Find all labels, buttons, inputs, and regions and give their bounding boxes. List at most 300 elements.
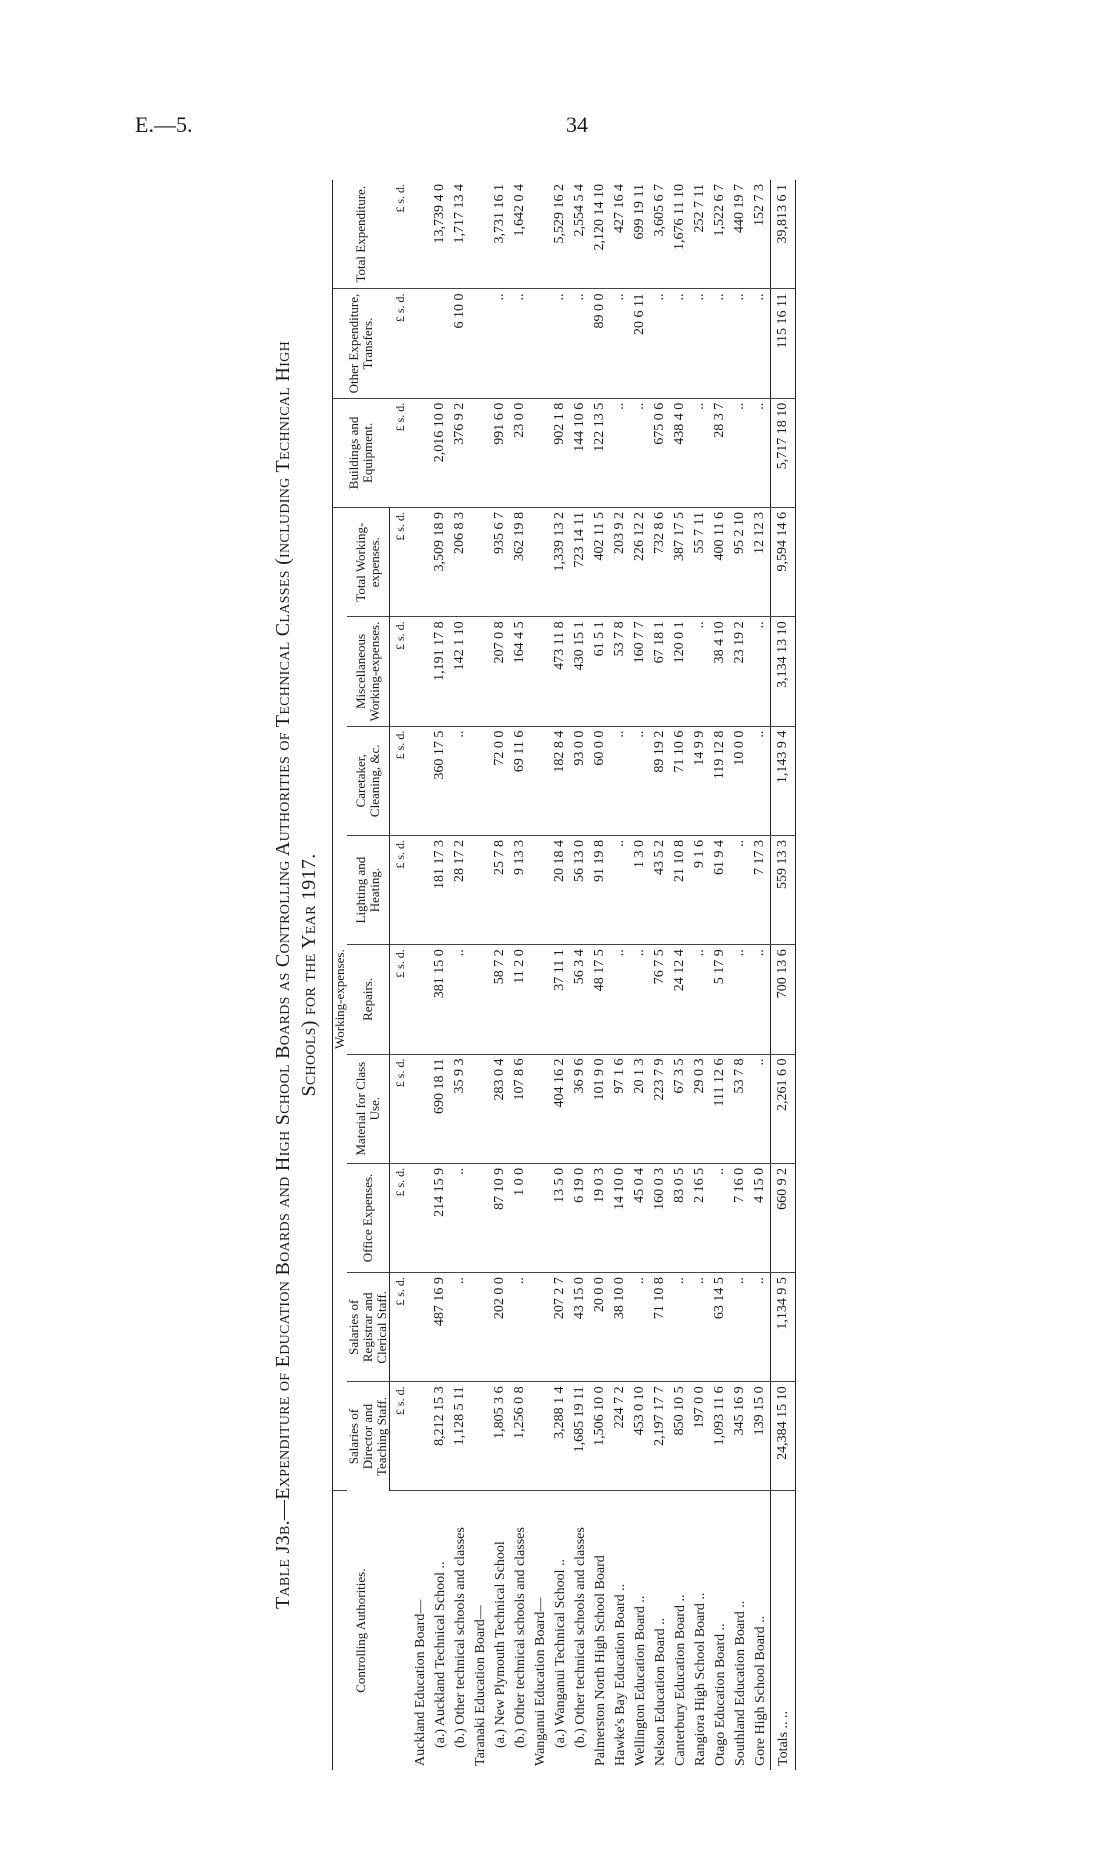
table-cell: .. bbox=[710, 289, 730, 398]
table-cell: 13,739 4 0 bbox=[430, 180, 450, 289]
table-cell: 453 0 10 bbox=[630, 1382, 650, 1491]
table-cell: .. bbox=[650, 289, 670, 398]
table-cell: .. bbox=[510, 289, 530, 398]
table-cell: .. bbox=[670, 289, 690, 398]
table-cell: 87 10 9 bbox=[490, 1163, 510, 1272]
table-cell: 1,522 6 7 bbox=[710, 180, 730, 289]
table-cell bbox=[530, 398, 550, 507]
unit-label: £ s. d. bbox=[390, 1054, 411, 1163]
table-cell: .. bbox=[630, 398, 650, 507]
table-cell bbox=[470, 398, 490, 507]
table-cell: 36 9 6 bbox=[570, 1054, 590, 1163]
table-title-line1: Table J3b.—Expenditure of Education Boards and High School Boards as Controlling Authorities of Technical Classes (including Technical High bbox=[272, 341, 294, 1609]
table-cell: 24 12 4 bbox=[670, 945, 690, 1054]
rotated-table-block bbox=[270, 180, 870, 1770]
col-header-caretaker: Caretaker, Cleaning, &c. bbox=[347, 726, 390, 835]
row-authority-name: (a.) Wanganui Technical School .. bbox=[552, 1558, 568, 1748]
unit-label: £ s. d. bbox=[390, 726, 411, 835]
table-cell: 89 19 2 bbox=[650, 726, 670, 835]
totals-cell: 700 13 6 bbox=[771, 945, 796, 1054]
table-cell: 53 7 8 bbox=[730, 1054, 750, 1163]
table-cell: .. bbox=[490, 289, 510, 398]
table-cell bbox=[410, 180, 430, 289]
table-cell: .. bbox=[730, 835, 750, 944]
table-row bbox=[450, 180, 470, 1770]
table-cell: 2,016 10 0 bbox=[430, 398, 450, 507]
table-cell: .. bbox=[710, 1163, 730, 1272]
table-cell: 107 8 6 bbox=[510, 1054, 530, 1163]
table-cell: 19 0 3 bbox=[590, 1163, 610, 1272]
table-row bbox=[650, 180, 670, 1770]
table-cell: 23 19 2 bbox=[730, 617, 750, 726]
unit-label: £ s. d. bbox=[390, 617, 411, 726]
table-cell bbox=[530, 945, 550, 1054]
table-cell: 991 6 0 bbox=[490, 398, 510, 507]
row-authority-name: Otago Education Board .. bbox=[712, 1623, 728, 1766]
row-authority-name: Auckland Education Board— bbox=[412, 1599, 428, 1766]
table-cell: 139 15 0 bbox=[750, 1382, 771, 1491]
table-body bbox=[390, 180, 771, 1770]
table-row bbox=[550, 180, 570, 1770]
table-cell: .. bbox=[610, 835, 630, 944]
table-cell: 83 0 5 bbox=[670, 1163, 690, 1272]
table-cell: 10 0 0 bbox=[730, 726, 750, 835]
expenditure-table bbox=[332, 180, 796, 1770]
table-row bbox=[750, 180, 771, 1770]
row-authority-name: Canterbury Education Board .. bbox=[672, 1594, 688, 1766]
table-cell: 206 8 3 bbox=[450, 508, 470, 617]
table-cell: 400 11 6 bbox=[710, 508, 730, 617]
table-cell: 91 19 8 bbox=[590, 835, 610, 944]
table-cell: 97 1 6 bbox=[610, 1054, 630, 1163]
table-cell: 935 6 7 bbox=[490, 508, 510, 617]
row-authority-name: Hawke's Bay Education Board .. bbox=[612, 1583, 628, 1766]
table-cell: 283 0 4 bbox=[490, 1054, 510, 1163]
table-row bbox=[670, 180, 690, 1770]
table-cell: 7 17 3 bbox=[750, 835, 771, 944]
table-cell: 122 13 5 bbox=[590, 398, 610, 507]
table-cell: 1,717 13 4 bbox=[450, 180, 470, 289]
table-cell: 1,685 19 11 bbox=[570, 1382, 590, 1491]
row-authority-name: (a.) New Plymouth Technical School bbox=[492, 1541, 508, 1748]
table-cell: 95 2 10 bbox=[730, 508, 750, 617]
table-cell: 13 5 0 bbox=[550, 1163, 570, 1272]
table-cell: 487 16 9 bbox=[430, 1273, 450, 1382]
col-header-salaries-director: Salaries of Director and Teaching Staff. bbox=[347, 1382, 390, 1491]
table-cell: .. bbox=[550, 289, 570, 398]
table-cell: 76 7 5 bbox=[650, 945, 670, 1054]
totals-row bbox=[771, 180, 796, 1770]
table-cell: 28 17 2 bbox=[450, 835, 470, 944]
table-cell: 207 2 7 bbox=[550, 1273, 570, 1382]
table-cell bbox=[530, 508, 550, 617]
table-cell: 9 1 6 bbox=[690, 835, 710, 944]
table-cell bbox=[470, 289, 490, 398]
units-row bbox=[390, 180, 411, 1770]
table-cell bbox=[530, 289, 550, 398]
table-cell: 181 17 3 bbox=[430, 835, 450, 944]
table-cell: 690 18 11 bbox=[430, 1054, 450, 1163]
col-header-other: Other Expenditure, Transfers. bbox=[333, 289, 390, 398]
page-section: E.—5. bbox=[135, 112, 193, 137]
unit-label: £ s. d. bbox=[390, 945, 411, 1054]
totals-cell: 5,717 18 10 bbox=[771, 398, 796, 507]
table-cell bbox=[470, 180, 490, 289]
table-cell: 1,506 10 0 bbox=[590, 1382, 610, 1491]
table-cell: 345 16 9 bbox=[730, 1382, 750, 1491]
table-cell bbox=[410, 617, 430, 726]
col-header-buildings: Buildings and Equipment. bbox=[333, 398, 390, 507]
table-cell bbox=[410, 945, 430, 1054]
col-header-total: Total Expenditure. bbox=[333, 180, 390, 289]
table-cell: 29 0 3 bbox=[690, 1054, 710, 1163]
table-cell: 387 17 5 bbox=[670, 508, 690, 617]
table-cell: .. bbox=[750, 617, 771, 726]
table-cell: 3,605 6 7 bbox=[650, 180, 670, 289]
table-cell: 37 11 1 bbox=[550, 945, 570, 1054]
table-cell bbox=[470, 835, 490, 944]
table-cell: 3,288 1 4 bbox=[550, 1382, 570, 1491]
row-authority-name: Southland Education Board .. bbox=[732, 1600, 748, 1766]
table-cell: 67 3 5 bbox=[670, 1054, 690, 1163]
table-cell: 381 15 0 bbox=[430, 945, 450, 1054]
table-cell: 101 9 0 bbox=[590, 1054, 610, 1163]
table-cell: 12 12 3 bbox=[750, 508, 771, 617]
table-cell: 56 13 0 bbox=[570, 835, 590, 944]
table-cell: 203 9 2 bbox=[610, 508, 630, 617]
table-cell: 202 0 0 bbox=[490, 1273, 510, 1382]
table-cell: 23 0 0 bbox=[510, 398, 530, 507]
table-cell: 197 0 0 bbox=[690, 1382, 710, 1491]
table-cell: 56 3 4 bbox=[570, 945, 590, 1054]
table-cell: 48 17 5 bbox=[590, 945, 610, 1054]
table-row bbox=[510, 180, 530, 1770]
table-cell: 63 14 5 bbox=[710, 1273, 730, 1382]
table-cell: 226 12 2 bbox=[630, 508, 650, 617]
totals-cell: 3,134 13 10 bbox=[771, 617, 796, 726]
table-row bbox=[410, 180, 430, 1770]
table-cell: 20 18 4 bbox=[550, 835, 570, 944]
table-cell: .. bbox=[730, 289, 750, 398]
table-cell bbox=[410, 398, 430, 507]
table-cell bbox=[470, 1163, 490, 1272]
table-cell: 71 10 8 bbox=[650, 1273, 670, 1382]
table-cell: .. bbox=[670, 1273, 690, 1382]
table-cell: .. bbox=[450, 726, 470, 835]
table-cell: 438 4 0 bbox=[670, 398, 690, 507]
unit-label: £ s. d. bbox=[390, 180, 411, 289]
totals-cell: 1,143 9 4 bbox=[771, 726, 796, 835]
table-cell: .. bbox=[750, 289, 771, 398]
table-cell: .. bbox=[750, 1273, 771, 1382]
unit-label: £ s. d. bbox=[390, 1273, 411, 1382]
table-cell: 1,676 11 10 bbox=[670, 180, 690, 289]
table-cell: 2,554 5 4 bbox=[570, 180, 590, 289]
table-cell: 5 17 9 bbox=[710, 945, 730, 1054]
table-cell: 1,642 0 4 bbox=[510, 180, 530, 289]
col-group-working: Working-expenses. bbox=[333, 508, 348, 1491]
table-cell: 38 4 10 bbox=[710, 617, 730, 726]
table-cell: 14 9 9 bbox=[690, 726, 710, 835]
table-cell: 7 16 0 bbox=[730, 1163, 750, 1272]
table-cell: 402 11 5 bbox=[590, 508, 610, 617]
table-cell: 21 10 8 bbox=[670, 835, 690, 944]
table-cell: .. bbox=[750, 398, 771, 507]
table-cell: 71 10 6 bbox=[670, 726, 690, 835]
totals-cell: 2,261 6 0 bbox=[771, 1054, 796, 1163]
col-header-lighting: Lighting and Heating. bbox=[347, 835, 390, 944]
table-cell: .. bbox=[690, 398, 710, 507]
table-cell bbox=[530, 726, 550, 835]
totals-cell: 115 16 11 bbox=[771, 289, 796, 398]
table-cell: .. bbox=[450, 1163, 470, 1272]
totals-cell: 559 13 3 bbox=[771, 835, 796, 944]
table-cell: 3,731 16 1 bbox=[490, 180, 510, 289]
table-cell: .. bbox=[630, 945, 650, 1054]
table-cell: 1,191 17 8 bbox=[430, 617, 450, 726]
table-cell: 214 15 9 bbox=[430, 1163, 450, 1272]
table-cell: 376 9 2 bbox=[450, 398, 470, 507]
col-header-office: Office Expenses. bbox=[347, 1163, 390, 1272]
table-cell bbox=[470, 508, 490, 617]
col-header-repairs: Repairs. bbox=[347, 945, 390, 1054]
row-authority-name: Palmerston North High School Board bbox=[592, 1555, 608, 1766]
table-cell bbox=[410, 835, 430, 944]
table-cell: 1,128 5 11 bbox=[450, 1382, 470, 1491]
totals-cell: 9,594 14 6 bbox=[771, 508, 796, 617]
table-cell bbox=[410, 289, 430, 398]
table-cell: .. bbox=[450, 945, 470, 1054]
table-cell: 20 6 11 bbox=[630, 289, 650, 398]
table-cell: 5,529 16 2 bbox=[550, 180, 570, 289]
table-cell: 53 7 8 bbox=[610, 617, 630, 726]
table-cell: 404 16 2 bbox=[550, 1054, 570, 1163]
table-cell: 25 7 8 bbox=[490, 835, 510, 944]
table-row bbox=[530, 180, 550, 1770]
table-cell bbox=[470, 726, 490, 835]
table-row bbox=[590, 180, 610, 1770]
row-authority-name: Wellington Education Board .. bbox=[632, 1595, 648, 1766]
table-cell: 69 11 6 bbox=[510, 726, 530, 835]
table-cell: 43 5 2 bbox=[650, 835, 670, 944]
table-cell bbox=[470, 1382, 490, 1491]
table-cell: 35 9 3 bbox=[450, 1054, 470, 1163]
table-cell: .. bbox=[690, 289, 710, 398]
table-cell bbox=[530, 1273, 550, 1382]
table-cell: 675 0 6 bbox=[650, 398, 670, 507]
table-cell: 850 10 5 bbox=[670, 1382, 690, 1491]
table-cell: 1,093 11 6 bbox=[710, 1382, 730, 1491]
row-authority-name: (a.) Auckland Technical School .. bbox=[432, 1561, 448, 1748]
table-cell: 732 8 6 bbox=[650, 508, 670, 617]
table-cell bbox=[410, 1382, 430, 1491]
table-cell: 182 8 4 bbox=[550, 726, 570, 835]
table-cell: 2,197 17 7 bbox=[650, 1382, 670, 1491]
table-cell: 20 1 3 bbox=[630, 1054, 650, 1163]
table-cell: .. bbox=[750, 945, 771, 1054]
table-cell: 152 7 3 bbox=[750, 180, 771, 289]
table-cell: 427 16 4 bbox=[610, 180, 630, 289]
table-cell: 72 0 0 bbox=[490, 726, 510, 835]
table-cell: .. bbox=[610, 398, 630, 507]
table-title-line2: Schools) for the Year 1917. bbox=[298, 853, 320, 1097]
table-cell: 20 0 0 bbox=[590, 1273, 610, 1382]
table-cell: 9 13 3 bbox=[510, 835, 530, 944]
page-number: 34 bbox=[566, 112, 588, 137]
table-cell: 43 15 0 bbox=[570, 1273, 590, 1382]
row-authority-name: Nelson Education Board .. bbox=[652, 1617, 668, 1766]
table-cell: 93 0 0 bbox=[570, 726, 590, 835]
table-cell: .. bbox=[750, 726, 771, 835]
table-cell bbox=[410, 1273, 430, 1382]
table-row bbox=[430, 180, 450, 1770]
table-cell: .. bbox=[750, 1054, 771, 1163]
row-authority-name: Gore High School Board .. bbox=[752, 1615, 768, 1766]
table-cell bbox=[470, 617, 490, 726]
table-cell: 2,120 14 10 bbox=[590, 180, 610, 289]
table-cell: .. bbox=[730, 945, 750, 1054]
unit-label: £ s. d. bbox=[390, 1163, 411, 1272]
table-cell: 252 7 11 bbox=[690, 180, 710, 289]
table-cell: 3,509 18 9 bbox=[430, 508, 450, 617]
table-title bbox=[270, 180, 322, 1770]
table-cell: 160 0 3 bbox=[650, 1163, 670, 1272]
table-cell: .. bbox=[730, 1273, 750, 1382]
table-cell: 8,212 15 3 bbox=[430, 1382, 450, 1491]
table-cell: .. bbox=[570, 289, 590, 398]
table-cell: 699 19 11 bbox=[630, 180, 650, 289]
table-cell: 160 7 7 bbox=[630, 617, 650, 726]
table-cell: 111 12 6 bbox=[710, 1054, 730, 1163]
table-cell bbox=[410, 508, 430, 617]
totals-cell: 24,384 15 10 bbox=[771, 1382, 796, 1491]
col-header-authority: Controlling Authorities. bbox=[333, 1491, 390, 1770]
table-cell: 119 12 8 bbox=[710, 726, 730, 835]
table-cell: .. bbox=[690, 945, 710, 1054]
unit-label: £ s. d. bbox=[390, 835, 411, 944]
unit-label: £ s. d. bbox=[390, 1382, 411, 1491]
table-cell: 60 0 0 bbox=[590, 726, 610, 835]
table-cell: 1 0 0 bbox=[510, 1163, 530, 1272]
col-header-salaries-registrar: Salaries of Registrar and Clerical Staff. bbox=[347, 1273, 390, 1382]
table-cell: 89 0 0 bbox=[590, 289, 610, 398]
table-cell: 142 1 10 bbox=[450, 617, 470, 726]
table-cell bbox=[410, 1163, 430, 1272]
table-row bbox=[690, 180, 710, 1770]
table-cell: 58 7 2 bbox=[490, 945, 510, 1054]
table-cell: 430 15 1 bbox=[570, 617, 590, 726]
totals-cell: 39,813 6 1 bbox=[771, 180, 796, 289]
table-cell: 6 19 0 bbox=[570, 1163, 590, 1272]
table-row bbox=[730, 180, 750, 1770]
table-row bbox=[710, 180, 730, 1770]
table-cell bbox=[530, 835, 550, 944]
table-cell: 1,256 0 8 bbox=[510, 1382, 530, 1491]
table-cell: 360 17 5 bbox=[430, 726, 450, 835]
col-header-misc: Miscellaneous Working-expenses. bbox=[347, 617, 390, 726]
table-cell: 223 7 9 bbox=[650, 1054, 670, 1163]
table-cell: 144 10 6 bbox=[570, 398, 590, 507]
table-cell: 1 3 0 bbox=[630, 835, 650, 944]
table-cell bbox=[430, 289, 450, 398]
table-cell: 902 1 8 bbox=[550, 398, 570, 507]
table-cell: .. bbox=[610, 945, 630, 1054]
totals-cell: 1,134 9 5 bbox=[771, 1273, 796, 1382]
table-cell: 11 2 0 bbox=[510, 945, 530, 1054]
table-cell: 28 3 7 bbox=[710, 398, 730, 507]
table-cell: 14 10 0 bbox=[610, 1163, 630, 1272]
table-cell: .. bbox=[610, 726, 630, 835]
table-cell: 207 0 8 bbox=[490, 617, 510, 726]
row-authority-name: Wanganui Education Board— bbox=[532, 1597, 548, 1766]
table-cell: 1,805 3 6 bbox=[490, 1382, 510, 1491]
table-cell: .. bbox=[610, 289, 630, 398]
table-cell: 473 11 8 bbox=[550, 617, 570, 726]
unit-label: £ s. d. bbox=[390, 398, 411, 507]
row-authority-name: (b.) Other technical schools and classes bbox=[452, 1527, 468, 1748]
table-cell: 38 10 0 bbox=[610, 1273, 630, 1382]
table-cell bbox=[530, 617, 550, 726]
table-cell bbox=[530, 1163, 550, 1272]
unit-label: £ s. d. bbox=[390, 289, 411, 398]
row-authority-name: Rangiora High School Board .. bbox=[692, 1592, 708, 1766]
table-cell: .. bbox=[630, 726, 650, 835]
table-cell: 723 14 11 bbox=[570, 508, 590, 617]
table-cell bbox=[530, 180, 550, 289]
table-cell: 120 0 1 bbox=[670, 617, 690, 726]
table-cell bbox=[470, 945, 490, 1054]
table-cell bbox=[470, 1054, 490, 1163]
table-cell: 55 7 11 bbox=[690, 508, 710, 617]
table-cell: .. bbox=[510, 1273, 530, 1382]
table-cell: .. bbox=[730, 398, 750, 507]
table-cell bbox=[530, 1382, 550, 1491]
table-cell: 164 4 5 bbox=[510, 617, 530, 726]
col-header-material: Material for Class Use. bbox=[347, 1054, 390, 1163]
table-cell: 2 16 5 bbox=[690, 1163, 710, 1272]
totals-label: Totals .. .. bbox=[771, 1491, 796, 1770]
table-cell: 1,339 13 2 bbox=[550, 508, 570, 617]
table-cell bbox=[410, 726, 430, 835]
table-cell bbox=[410, 1054, 430, 1163]
table-cell: .. bbox=[690, 617, 710, 726]
table-cell: 67 18 1 bbox=[650, 617, 670, 726]
table-cell: 61 5 1 bbox=[590, 617, 610, 726]
table-row bbox=[570, 180, 590, 1770]
table-cell: .. bbox=[630, 1273, 650, 1382]
row-authority-name: (b.) Other technical schools and classes bbox=[572, 1527, 588, 1748]
table-cell: .. bbox=[690, 1273, 710, 1382]
totals-cell: 660 9 2 bbox=[771, 1163, 796, 1272]
table-cell: 45 0 4 bbox=[630, 1163, 650, 1272]
row-authority-name: Taranaki Education Board— bbox=[472, 1605, 488, 1766]
table-cell: 4 15 0 bbox=[750, 1163, 771, 1272]
col-header-total-working: Total Working-expenses. bbox=[347, 508, 390, 617]
table-cell: 6 10 0 bbox=[450, 289, 470, 398]
table-cell bbox=[470, 1273, 490, 1382]
table-cell: .. bbox=[450, 1273, 470, 1382]
table-cell: 61 9 4 bbox=[710, 835, 730, 944]
table-row bbox=[610, 180, 630, 1770]
row-authority-name: (b.) Other technical schools and classes bbox=[512, 1527, 528, 1748]
table-cell: 224 7 2 bbox=[610, 1382, 630, 1491]
table-row bbox=[470, 180, 490, 1770]
table-cell: 362 19 8 bbox=[510, 508, 530, 617]
table-cell bbox=[530, 1054, 550, 1163]
table-cell: 440 19 7 bbox=[730, 180, 750, 289]
table-row bbox=[490, 180, 510, 1770]
unit-label: £ s. d. bbox=[390, 508, 411, 617]
